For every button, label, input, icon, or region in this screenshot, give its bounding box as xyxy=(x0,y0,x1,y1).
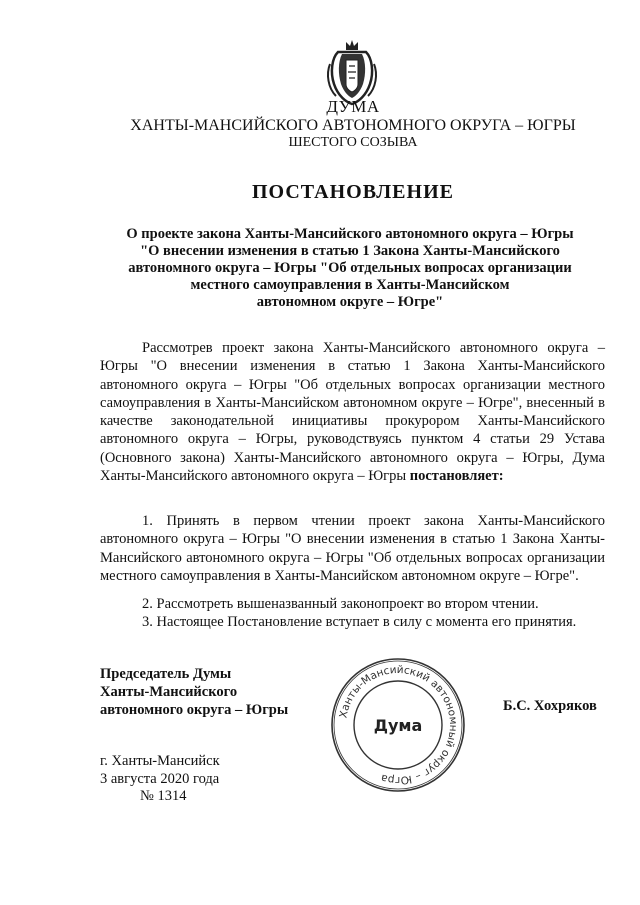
signatory-name: Б.С. Хохряков xyxy=(503,698,597,714)
resolution-item-2: 2. Рассмотреть вышеназванный законопроект во втором чтении. xyxy=(142,596,539,612)
document-number: № 1314 xyxy=(140,788,187,804)
position-line: Ханты-Мансийского xyxy=(100,684,238,700)
stamp-center-text: Дума xyxy=(373,716,423,735)
document-subject xyxy=(90,226,610,311)
subject-line: "О внесении изменения в статью 1 Закона Ханты-Мансийского xyxy=(140,243,560,259)
official-stamp xyxy=(328,655,468,795)
position-line: автономного округа – Югры xyxy=(100,702,289,718)
subject-line: автономного округа – Югры "Об отдельных вопросах организации xyxy=(128,260,572,276)
organization-name: ДУМА xyxy=(326,97,380,116)
document-place-date xyxy=(100,752,220,788)
subject-line: О проекте закона Ханты-Мансийского автономного округа – Югры xyxy=(126,226,574,242)
convocation: ШЕСТОГО СОЗЫВА xyxy=(288,135,418,150)
document-date: 3 августа 2020 года xyxy=(100,771,220,787)
resolution-item-1: 1. Принять в первом чтении проект закона Ханты-Мансийского автономного округа – Югры "О внесении изменения в статью 1 Закона Ханты-Мансийского автономного округа – Югры "Об отдельных вопросах организации местного самоуправления в Ханты-Мансийском автономном округе – Югре". xyxy=(100,513,605,584)
stamp-ring-text: Ханты-Мансийский автономный округ – Югра xyxy=(337,663,460,787)
position-line: Председатель Думы xyxy=(100,666,232,682)
preamble-text: Рассмотрев проект закона Ханты-Мансийского автономного округа – Югры "О внесении изменения в статью 1 Закона Ханты-Мансийского автономного округа – Югры "Об отдельных вопросах организации местного самоуправления в Ханты-Мансийском автономном округе – Югре", внесенный в качестве законодательной инициативы прокурором Ханты-Мансийского автономного округа – Югры, руководствуясь пунктом 4 статьи 29 Устава (Основного закона) Ханты-Мансийского автономного округа – Югры, Дума Ханты-Мансийского автономного округа – Югры xyxy=(100,340,605,485)
region-name: ХАНТЫ-МАНСИЙСКОГО АВТОНОМНОГО ОКРУГА – ЮГРЫ xyxy=(130,117,576,134)
decree-word: постановляет: xyxy=(409,468,504,485)
subject-line: автономном округе – Югре" xyxy=(256,294,444,310)
subject-line: местного самоуправления в Ханты-Мансийском xyxy=(190,277,510,293)
document-place: г. Ханты-Мансийск xyxy=(100,753,220,769)
document-title: ПОСТАНОВЛЕНИЕ xyxy=(252,181,454,203)
resolution-item-3: 3. Настоящее Постановление вступает в силу с момента его принятия. xyxy=(142,614,577,630)
signatory-position xyxy=(100,665,288,719)
preamble-paragraph xyxy=(100,339,605,485)
